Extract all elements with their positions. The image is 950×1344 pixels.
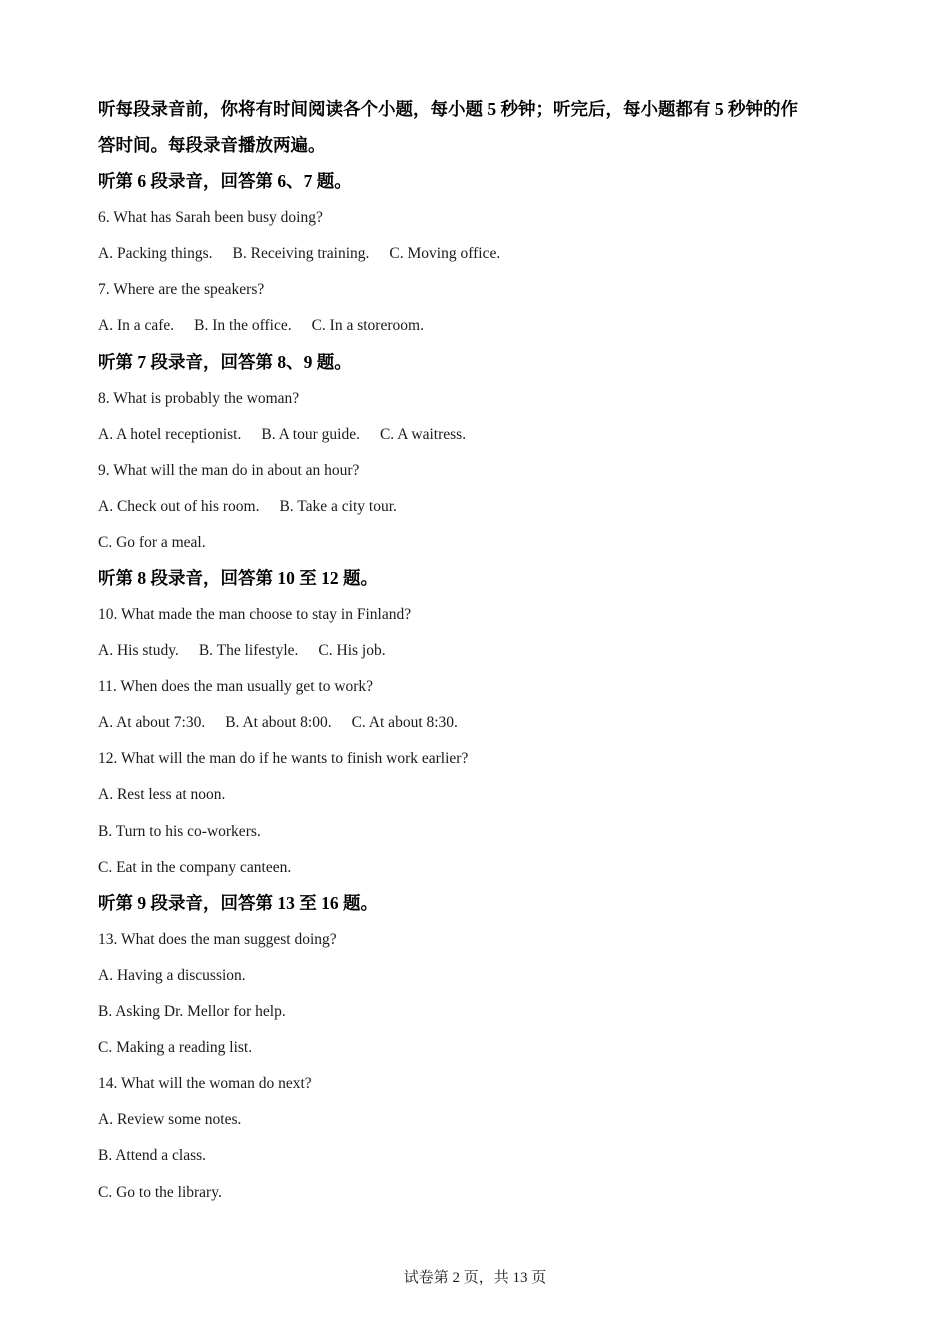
question-text: 8. What is probably the woman?: [98, 390, 300, 407]
question-text: 6. What has Sarah been busy doing?: [98, 209, 323, 226]
option-c: C. Go for a meal.: [98, 534, 206, 551]
option-c: C. At about 8:30.: [351, 714, 458, 731]
instructions-line-2: 答时间。每段录音播放两遍。: [98, 135, 326, 155]
option-c: C. Making a reading list.: [98, 1039, 253, 1056]
section-heading: 听第 9 段录音，回答第 13 至 16 题。: [98, 893, 378, 913]
page-footer: 试卷第 2 页，共 13 页: [403, 1270, 547, 1286]
option-b: B. At about 8:00.: [225, 714, 332, 731]
option-a: A. Review some notes.: [98, 1111, 242, 1128]
option-b: B. The lifestyle.: [198, 642, 299, 659]
option-c: C. His job.: [318, 642, 386, 659]
question-text: 9. What will the man do in about an hour?: [98, 462, 360, 479]
option-a: A. At about 7:30.: [98, 714, 206, 731]
option-c: C. Eat in the company canteen.: [98, 859, 292, 876]
option-b: B. Receiving training.: [232, 245, 370, 262]
option-b: B. A tour guide.: [261, 426, 360, 443]
question-text: 13. What does the man suggest doing?: [98, 931, 337, 948]
option-b: B. Attend a class.: [98, 1147, 207, 1164]
section-heading: 听第 8 段录音，回答第 10 至 12 题。: [98, 568, 378, 588]
options-row: [98, 316, 444, 336]
option-b: B. Take a city tour.: [279, 498, 397, 515]
options-row: [98, 244, 520, 264]
option-a: A. Check out of his room.: [98, 498, 260, 515]
question-text: 7. Where are the speakers?: [98, 281, 265, 298]
option-b: B. In the office.: [194, 317, 292, 334]
question-text: 14. What will the woman do next?: [98, 1075, 312, 1092]
question-text: 10. What made the man choose to stay in Finland?: [98, 606, 412, 623]
options-row: [98, 425, 486, 445]
options-row: [98, 497, 417, 517]
option-a: A. A hotel receptionist.: [98, 426, 242, 443]
option-c: C. A waitress.: [379, 426, 467, 443]
option-b: B. Turn to his co-workers.: [98, 823, 261, 840]
question-text: 11. When does the man usually get to work?: [98, 678, 374, 695]
option-c: C. In a storeroom.: [311, 317, 424, 334]
option-a: A. Rest less at noon.: [98, 786, 226, 803]
options-row: [98, 641, 406, 661]
option-c: C. Moving office.: [389, 245, 501, 262]
option-a: A. Packing things.: [98, 245, 213, 262]
instructions-line-1: 听每段录音前，你将有时间阅读各个小题，每小题 5 秒钟；听完后，每小题都有 5 秒钟的作: [98, 99, 798, 119]
section-heading: 听第 6 段录音，回答第 6、7 题。: [98, 171, 352, 191]
question-text: 12. What will the man do if he wants to finish work earlier?: [98, 750, 469, 767]
option-c: C. Go to the library.: [98, 1184, 222, 1201]
option-a: A. Having a discussion.: [98, 967, 246, 984]
option-b: B. Asking Dr. Mellor for help.: [98, 1003, 286, 1020]
option-a: A. His study.: [98, 642, 179, 659]
section-heading: 听第 7 段录音，回答第 8、9 题。: [98, 352, 352, 372]
option-a: A. In a cafe.: [98, 317, 175, 334]
options-row: [98, 713, 478, 733]
